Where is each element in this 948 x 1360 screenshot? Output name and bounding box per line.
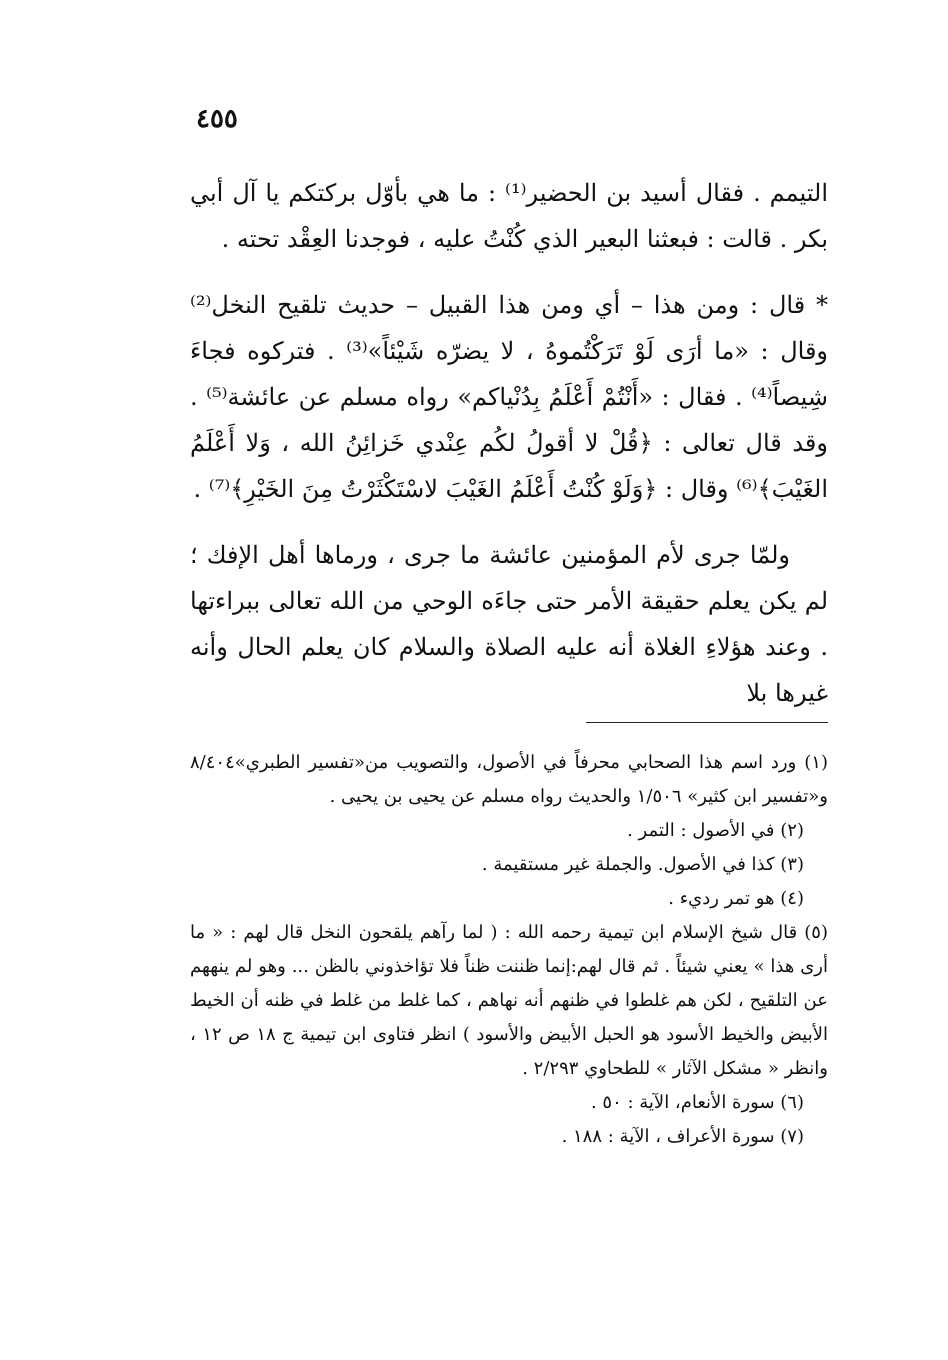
paragraph-3: ولمّا جرى لأم المؤمنين عائشة ما جرى ، ورماها أهل الإفك ؛ لم يكن يعلم حقيقة الأمر حتى جاءَه الوحي من الله تعالى ببراءتها . وعند هؤلاءِ الغلاة أنه عليه الصلاة والسلام كان يعلم الحال وأنه غيرها بلا: [190, 541, 829, 707]
footnote-6: (٦) سورة الأنعام، الآية : ٥٠ .: [590, 1092, 804, 1113]
page-number: ٤٥٥: [196, 104, 238, 134]
paragraph-1: التيمم . فقال أسيد بن الحضير⁽¹⁾ : ما هي بأوّل بركتكم يا آل أبي بكر . قالت : فبعثنا البعير الذي كُنْتُ عليه ، فوجدنا العِقْد تحته .: [190, 179, 828, 253]
footnote-1: (١) ورد اسم هذا الصحابي محرفاً في الأصول، والتصويب من«تفسير الطبري»٨/٤٠٤ و«تفسير ابن كثير» ١/٥٠٦ والحديث رواه مسلم عن يحيى بن يحيى .: [190, 752, 828, 807]
footnote-2: (٢) في الأصول : التمر .: [627, 820, 804, 841]
paragraph-2: * قال : ومن هذا – أي ومن هذا القبيل – حديث تلقيح النخل⁽²⁾ وقال : «ما أرَى لَوْ تَرَكْتُموهُ ، لا يضرّه شَيْئاً»⁽³⁾ . فتركوه فجاءَ شِيصاً⁽⁴⁾ . فقال : «أَنْتُمْ أَعْلَمُ بِدُنْياكم» رواه مسلم عن عائشة⁽⁵⁾ . وقد قال تعالى : ﴿قُلْ لا أقولُ لكُم عِنْدي خَزائِنُ الله ، وَلا أَعْلَمُ الغَيْبَ﴾⁽⁶⁾ وقال : ﴿وَلَوْ كُنْتُ أَعْلَمُ الغَيْبَ لاسْتَكْثَرْتُ مِنَ الخَيْرِ﴾⁽⁷⁾ .: [190, 291, 829, 503]
footnote-4: (٤) هو تمر رديء .: [668, 888, 804, 909]
footnote-5: (٥) قال شيخ الإسلام ابن تيمية رحمه الله : ( لما رآهم يلقحون النخل قال لهم : « ما أرى هذا » يعني شيئاً . ثم قال لهم:إنما ظننت ظناً فلا تؤاخذوني بالظن ... وهو لم ينههم عن التلقيح ، لكن هم غلطوا في ظنهم أنه نهاهم ، كما غلط من غلط في ظنه أن الخيط الأبيض والخيط الأسود هو الحبل الأبيض والأسود ) انظر فتاوى ابن تيمية ج ١٨ ص ١٢ ، وانظر « مشكل الآثار » للطحاوي ٢/٢٩٣ .: [190, 922, 828, 1079]
footnote-3: (٣) كذا في الأصول. والجملة غير مستقيمة .: [481, 854, 804, 875]
main-text: [190, 170, 828, 716]
footnote-7: (٧) سورة الأعراف ، الآية : ١٨٨ .: [561, 1126, 804, 1147]
footnote-separator: [586, 722, 828, 723]
footnotes: [190, 746, 828, 1154]
